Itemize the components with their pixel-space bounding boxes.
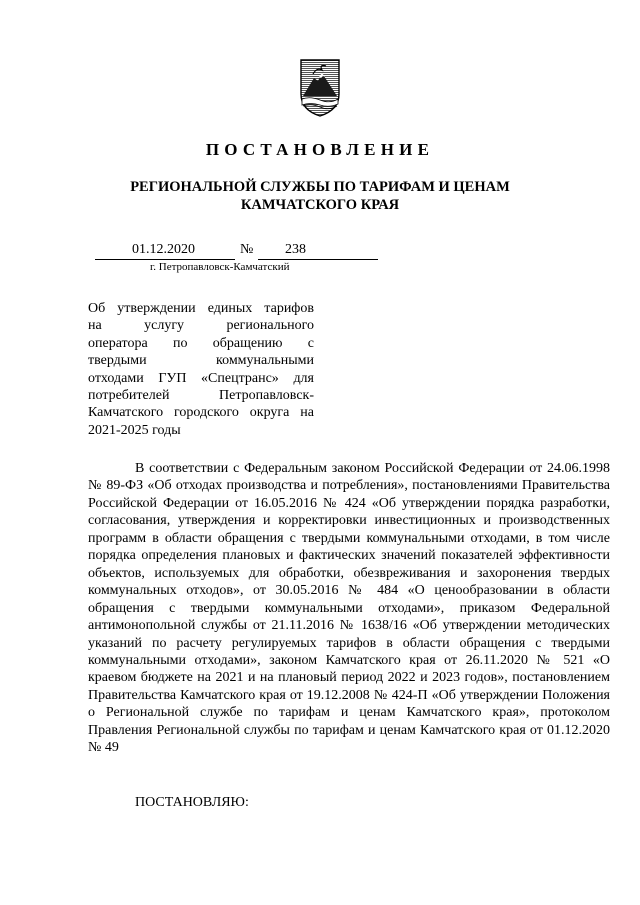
authority-line-2: КАМЧАТСКОГО КРАЯ [240,197,400,213]
document-title: ПОСТАНОВЛЕНИЕ [205,140,435,159]
date-underline [95,259,235,260]
subject-line: на услугу регионального [88,318,314,334]
subject-line: оператора по обращению с [88,335,314,351]
coat-of-arms-icon [299,58,341,118]
subject-line: отходами ГУП «Спецтранс» для [88,370,314,386]
subject-line: потребителей Петропавловск- [88,388,314,404]
preamble-paragraph: В соответствии с Федеральным законом Российской Федерации от 24.06.1998 № 89-ФЗ «Об отходах производства и потребления», постановлениями Правительства Российской Федерации от 16.05.2016 № 424 «Об утверждении порядка разработки, согласования, утверждения и корректировки инвестиционных и производственных программ в области обращения с твердыми коммунальными отходами, в том числе порядка определения плановых и фактических значений показателей эффективности объектов, используемых для обработки, обезвреживания и захоронения твердых коммунальных отходов», от 30.05.2016 № 484 «О ценообразовании в области обращения с твердыми коммунальными отходами», приказом Федеральной антимонопольной службы от 21.11.2016 № 1638/16 «Об утверждении методических указаний по расчету регулируемых тарифов в области обращения с твердыми коммунальными отходами», законом Камчатского края от 26.11.2020 № 521 «О краевом бюджете на 2021 и на плановый период 2022 и 2023 годов», постановлением Правительства Камчатского края от 19.12.2008 № 424-П «Об утверждении Положения о Региональной службе по тарифам и ценам Камчатского края», протоколом Правления Региональной службы по тарифам и ценам Камчатского края от 01.12.2020 № 49 [88,461,610,756]
subject-line: Об утверждении единых тарифов [88,301,314,316]
subject-line: твердыми коммунальными [88,353,314,369]
number-sign: № [240,242,254,257]
number-underline [258,259,378,260]
subject-line: Камчатского городского округа на [88,405,314,421]
resolve-heading: ПОСТАНОВЛЯЮ: [135,795,249,810]
authority-line-1: РЕГИОНАЛЬНОЙ СЛУЖБЫ ПО ТАРИФАМ И ЦЕНАМ [130,179,510,195]
issuing-authority [0,178,640,214]
document-subject [88,300,314,439]
document-city: г. Петропавловск-Камчатский [150,261,290,273]
document-date: 01.12.2020 [132,242,195,257]
subject-line: 2021-2025 годы [88,422,181,438]
document-number: 238 [285,242,306,257]
